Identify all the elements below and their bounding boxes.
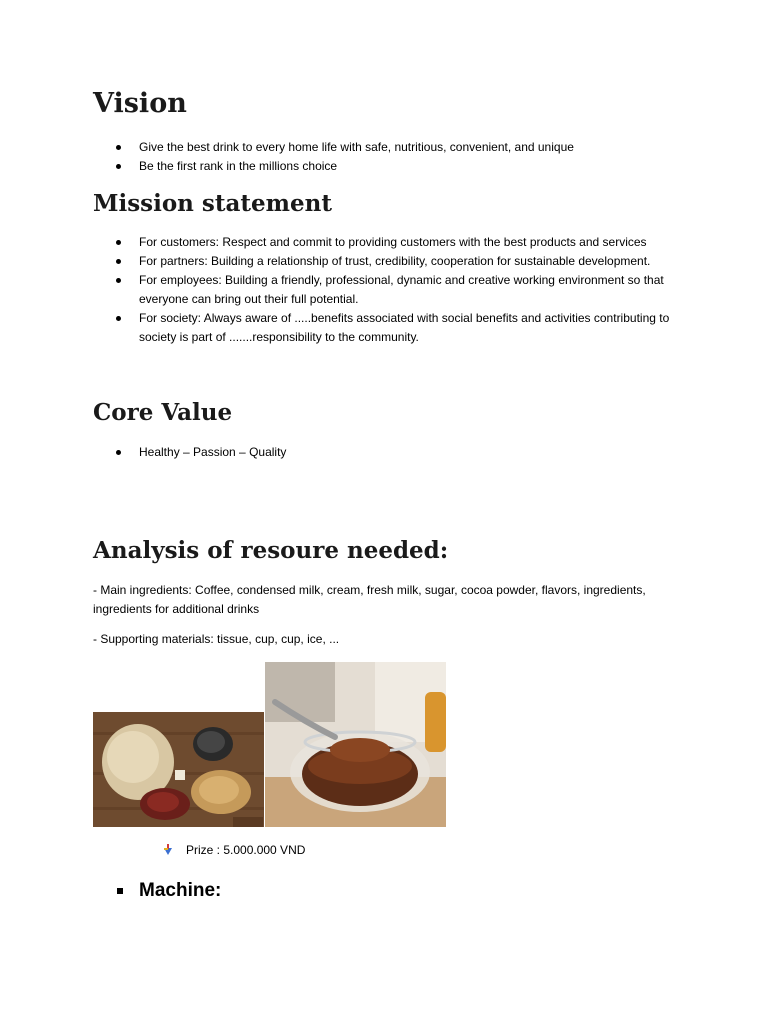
mission-item-partners: For partners: Building a relationship of trust, credibility, cooperation for sustainable development. — [139, 252, 684, 271]
grains-seeds-photo — [93, 712, 264, 827]
chocolate-sauce-photo — [265, 662, 446, 827]
core-value-item: Healthy – Passion – Quality — [139, 443, 684, 462]
mission-item-customers: For customers: Respect and commit to providing customers with the best products and services — [139, 233, 684, 252]
vision-item: Give the best drink to every home life with safe, nutritious, convenient, and unique — [139, 138, 684, 157]
vision-item: Be the first rank in the millions choice — [139, 157, 684, 176]
prize-line — [162, 842, 305, 858]
analysis-heading: Analysis of resoure needed: — [93, 537, 449, 564]
core-value-list — [139, 443, 684, 462]
core-value-heading: Core Value — [93, 399, 233, 426]
prize-text: Prize : 5.000.000 VND — [186, 843, 306, 857]
main-ingredients-text: - Main ingredients: Coffee, condensed milk, cream, fresh milk, sugar, cocoa powder, flavors, ingredients, ingredients for additional drinks — [93, 583, 646, 616]
mission-item-society: For society: Always aware of .....benefits associated with social benefits and activities contributing to society is part of .......responsibility to the community. — [139, 309, 684, 347]
sauce-jar-illustration — [265, 662, 446, 827]
grains-seeds-illustration — [93, 712, 264, 827]
colored-arrow-bullet-icon — [162, 844, 174, 856]
square-bullet-icon — [117, 888, 123, 894]
machine-line — [117, 880, 221, 902]
machine-label: Machine: — [139, 880, 222, 901]
vision-list — [139, 138, 684, 176]
mission-list — [139, 233, 684, 347]
vision-heading: Vision — [93, 88, 187, 119]
mission-item-employees: For employees: Building a friendly, professional, dynamic and creative working environment so that everyone can bring out their full potential. — [139, 271, 684, 309]
supporting-materials-text: - Supporting materials: tissue, cup, cup, ice, ... — [93, 632, 340, 646]
mission-heading: Mission statement — [93, 190, 332, 217]
